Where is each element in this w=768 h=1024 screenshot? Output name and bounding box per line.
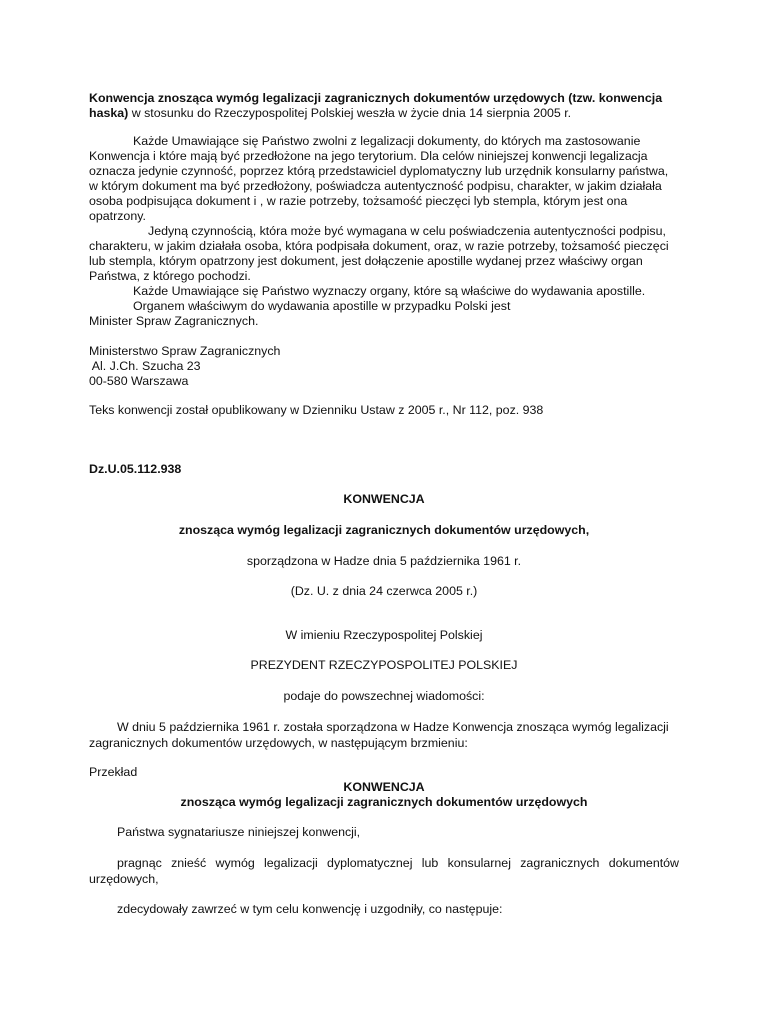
summary-exemption-line: w którym dokument ma być przedłożony, poświadcza autentyczność podpisu, charakter, w jakim działała <box>89 179 662 193</box>
intro-title-bold-end: haska) <box>89 106 129 120</box>
preamble-desire-line: pragnąc znieść wymóg legalizacji dyplomatycznej lub konsularnej zagranicznych dokumentów <box>117 856 679 870</box>
translation-label: Przekład <box>89 765 138 779</box>
summary-apostille-line: lub stempla, którym opatrzony jest dokument, jest dołączenie apostille wydanej przez właściwy organ <box>89 254 643 268</box>
announces-line: podaje do powszechnej wiadomości: <box>283 689 485 703</box>
publication-note: Teks konwencji został opublikowany w Dzienniku Ustaw z 2005 r., Nr 112, poz. 938 <box>89 403 544 417</box>
summary-exemption-line: osoba podpisująca dokument i , w razie potrzeby, tożsamość pieczęci lyb stempla, którym jest ona <box>89 194 628 208</box>
convention-title: KONWENCJA <box>343 492 425 506</box>
summary-apostille-line: Państwa, z którego pochodzi. <box>89 269 251 283</box>
summary-exemption-line: oznacza jedynie czynność, poprzez którą przedstawiciel dyplomatyczny lub urzędnik konsularny państwa, <box>89 164 669 178</box>
address-line: Ministerstwo Spraw Zagranicznych <box>89 344 281 358</box>
president-line: PREZYDENT RZECZYPOSPOLITEJ POLSKIEJ <box>250 658 518 672</box>
summary-exemption-line: Konwencja i które mają być przedłożone na jego terytorium. Dla celów niniejszej konwencji legalizacja <box>89 149 648 163</box>
convention-place-date: sporządzona w Hadze dnia 5 października 1961 r. <box>246 554 522 568</box>
intro-entry-into-force: w stosunku do Rzeczypospolitej Polskiej weszła w życie dnia 14 sierpnia 2005 r. <box>128 106 572 120</box>
summary-exemption-line: Każde Umawiające się Państwo zwolni z legalizacji dokumenty, do których ma zastosowanie <box>133 134 641 148</box>
summary-apostille-line: Jedyną czynnością, która może być wymagana w celu poświadczenia autentyczności podpisu, <box>148 224 666 238</box>
announcement-line: W dniu 5 października 1961 r. została sporządzona w Hadze Konwencja znosząca wymóg legalizacji <box>117 720 669 734</box>
on-behalf-line: W imieniu Rzeczypospolitej Polskiej <box>285 628 483 642</box>
address-line: 00-580 Warszawa <box>89 374 189 388</box>
intro-title-line-1: Konwencja znosząca wymóg legalizacji zagranicznych dokumentów urzędowych (tzw. konwencja <box>89 91 663 105</box>
announcement-line: zagranicznych dokumentów urzędowych, w następującym brzmieniu: <box>89 736 468 750</box>
summary-competent-line: Minister Spraw Zagranicznych. <box>89 314 259 328</box>
translation-title: KONWENCJA <box>343 780 425 794</box>
preamble-desire-line: urzędowych, <box>89 872 159 886</box>
summary-exemption-line: opatrzony. <box>89 209 146 223</box>
gazette-reference: (Dz. U. z dnia 24 czerwca 2005 r.) <box>290 584 478 598</box>
intro-title-line-2 <box>89 106 571 121</box>
preamble-agreement: zdecydowały zawrzeć w tym celu konwencję i uzgodniły, co następuje: <box>117 902 503 916</box>
preamble-signatories: Państwa sygnatariusze niniejszej konwencji, <box>117 825 361 839</box>
address-line: Al. J.Ch. Szucha 23 <box>89 359 201 373</box>
summary-competent-line: Organem właściwym do wydawania apostille w przypadku Polski jest <box>133 299 511 313</box>
translation-subtitle: znosząca wymóg legalizacji zagranicznych dokumentów urzędowych <box>180 795 588 809</box>
journal-reference: Dz.U.05.112.938 <box>89 462 182 476</box>
convention-subtitle: znosząca wymóg legalizacji zagranicznych dokumentów urzędowych, <box>178 523 590 537</box>
summary-apostille-line: charakteru, w jakim działała osoba, która podpisała dokument, oraz, w razie potrzeby, tożsamość pieczęci <box>89 239 669 253</box>
summary-authorities: Każde Umawiające się Państwo wyznaczy organy, które są właściwe do wydawania apostille. <box>133 284 646 298</box>
